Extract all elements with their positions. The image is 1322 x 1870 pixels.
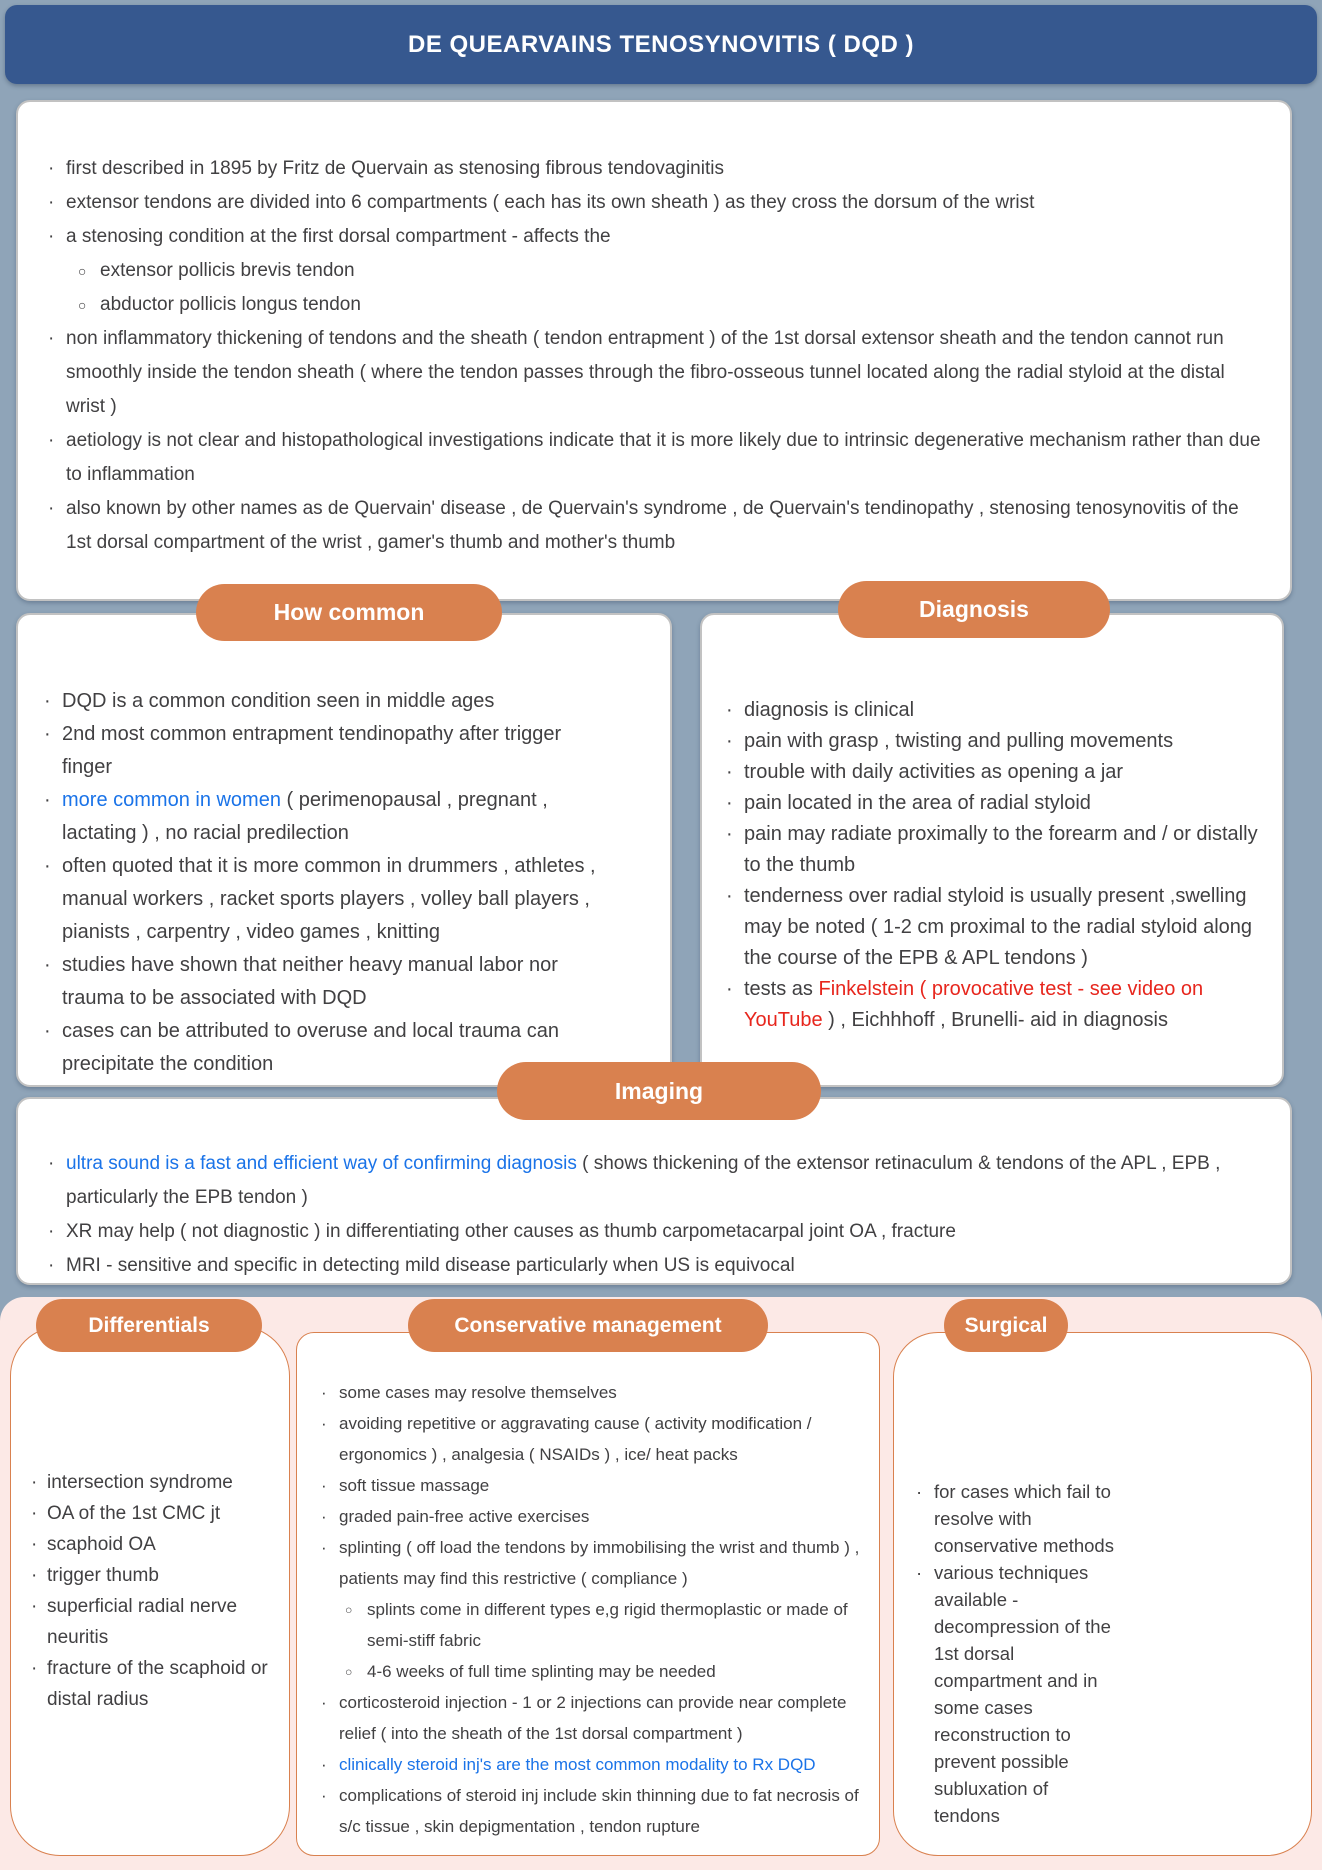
list-item (726, 881, 1264, 974)
list-item-text: superficial radial nerve neuritis (47, 1596, 238, 1648)
list-item (44, 850, 614, 949)
differentials-pill-label: Differentials (88, 1313, 210, 1337)
list-item (726, 726, 1264, 757)
list-item-text: 4-6 weeks of full time splinting may be needed (367, 1662, 716, 1681)
list-item-text: intersection syndrome (47, 1472, 233, 1493)
list-item (726, 974, 1264, 1036)
dot-bullet-icon: · (726, 792, 733, 814)
list-item-text: aetiology is not clear and histopathological investigations indicate that it is more likely due to intrinsic degenerative mechanism rather than due to inflammation (66, 430, 1261, 485)
dot-bullet-icon: · (48, 226, 55, 247)
dot-bullet-icon: · (31, 1472, 38, 1493)
list-item (48, 220, 1262, 254)
dot-bullet-icon: · (321, 1786, 327, 1805)
list-item (321, 1687, 865, 1749)
list-item-text: a stenosing condition at the first dorsal compartment - affects the (66, 226, 611, 247)
list-item (31, 1560, 281, 1591)
list-item (321, 1532, 865, 1594)
dot-bullet-icon: · (726, 761, 733, 783)
list-item (44, 685, 614, 718)
list-item (321, 1377, 865, 1408)
list-item (321, 1501, 865, 1532)
dot-bullet-icon: · (44, 954, 51, 976)
differentials-pill (36, 1299, 262, 1352)
list-item-text: studies have shown that neither heavy manual labor nor trauma to be associated with DQD (62, 954, 558, 1009)
page-title: DE QUEARVAINS TENOSYNOVITIS ( DQD ) (408, 30, 914, 58)
diagnosis-list (702, 615, 1282, 1036)
list-item-text: OA of the 1st CMC jt (47, 1503, 221, 1524)
conservative-management-pill (408, 1299, 768, 1352)
surgical-pill (944, 1299, 1068, 1352)
list-item (31, 1498, 281, 1529)
list-item (726, 695, 1264, 726)
list-item-text: graded pain-free active exercises (339, 1507, 590, 1526)
list-item (321, 1780, 865, 1842)
diagnosis-pill-label: Diagnosis (919, 596, 1029, 622)
dot-bullet-icon: · (321, 1755, 327, 1774)
list-item-text: for cases which fail to resolve with conservative methods (934, 1481, 1114, 1556)
how-common-pill (196, 584, 502, 641)
overview-card (16, 100, 1292, 601)
surgical-list (894, 1333, 1311, 1829)
list-item-text: pain may radiate proximally to the forearm and / or distally to the thumb (744, 823, 1258, 876)
list-item (48, 1215, 1266, 1249)
title-bar (5, 5, 1317, 84)
list-item (726, 819, 1264, 881)
list-item-text: more common in women ( perimenopausal , pregnant , lactating ) , no racial predilection (62, 789, 548, 844)
dot-bullet-icon: · (31, 1658, 38, 1679)
list-item-text: 2nd most common entrapment tendinopathy after trigger finger (62, 723, 562, 778)
list-item-text: splinting ( off load the tendons by immobilising the wrist and thumb ) , patients may find this restrictive ( compliance ) (339, 1538, 860, 1588)
conservative-management-list (297, 1333, 879, 1842)
surgical-card (893, 1332, 1312, 1856)
list-item-text: corticosteroid injection - 1 or 2 injections can provide near complete relief ( into the sheath of the 1st dorsal compartment ) (339, 1693, 847, 1743)
how-common-card (16, 613, 672, 1087)
list-item-text: fracture of the scaphoid or distal radius (47, 1658, 268, 1710)
list-item-text: extensor tendons are divided into 6 compartments ( each has its own sheath ) as they cross the dorsum of the wrist (66, 192, 1035, 213)
dot-bullet-icon: · (31, 1503, 38, 1524)
list-item (31, 1591, 281, 1653)
differentials-card (10, 1326, 290, 1856)
dot-bullet-icon: · (48, 1255, 55, 1276)
list-item (48, 322, 1262, 424)
circle-bullet-icon: ○ (78, 298, 87, 313)
list-item (321, 1408, 865, 1470)
list-item-text: also known by other names as de Quervain' disease , de Quervain's syndrome , de Quervain's tendinopathy , stenosing tenosynovitis of the 1st dorsal compartment of the wrist , gamer's thumb and mother's thumb (66, 498, 1239, 553)
dot-bullet-icon: · (726, 699, 733, 721)
list-item (31, 1529, 281, 1560)
list-item-text: diagnosis is clinical (744, 699, 915, 721)
dot-bullet-icon: · (321, 1476, 327, 1495)
imaging-pill-label: Imaging (614, 1077, 704, 1104)
dot-bullet-icon: · (31, 1534, 38, 1555)
conservative-management-pill-label: Conservative management (454, 1313, 722, 1337)
list-item (31, 1467, 281, 1498)
list-item (44, 718, 614, 784)
list-item (321, 1594, 865, 1656)
diagnosis-card (700, 613, 1284, 1087)
dot-bullet-icon: · (48, 192, 55, 213)
dot-bullet-icon: · (726, 885, 733, 907)
list-item (321, 1656, 865, 1687)
list-item (48, 288, 1262, 322)
conservative-management-card (296, 1332, 880, 1856)
dot-bullet-icon: · (726, 730, 733, 752)
list-item (726, 788, 1264, 819)
list-item (48, 1147, 1266, 1215)
list-item-text: trigger thumb (47, 1565, 159, 1586)
dot-bullet-icon: · (48, 158, 55, 179)
list-item (44, 784, 614, 850)
list-item (321, 1470, 865, 1501)
dot-bullet-icon: · (44, 723, 51, 745)
dot-bullet-icon: · (321, 1414, 327, 1433)
list-item-text: various techniques available - decompression of the 1st dorsal compartment and in some cases reconstruction to prevent possible subluxation of tendons (934, 1562, 1111, 1826)
list-item (916, 1559, 1299, 1829)
how-common-pill-label: How common (273, 599, 425, 625)
list-item-text: pain with grasp , twisting and pulling movements (744, 730, 1174, 752)
dot-bullet-icon: · (321, 1693, 327, 1712)
list-item-text: pain located in the area of radial styloid (744, 792, 1091, 814)
dot-bullet-icon: · (31, 1596, 38, 1617)
dot-bullet-icon: · (44, 1020, 51, 1042)
imaging-pill (497, 1062, 821, 1120)
list-item-text: ultra sound is a fast and efficient way of confirming diagnosis ( shows thickening of the extensor retinaculum & tendons of the APL , EPB , particularly the EPB tendon ) (66, 1153, 1221, 1208)
list-item (916, 1478, 1299, 1559)
list-item (48, 424, 1262, 492)
list-item-text: non inflammatory thickening of tendons and the sheath ( tendon entrapment ) of the 1st dorsal extensor sheath and the tendon cannot run smoothly inside the tendon sheath ( where the tendon passes through the fibro-osseous tunnel located along the radial styloid at the distal wrist ) (66, 328, 1225, 417)
dot-bullet-icon: · (48, 430, 55, 451)
list-item-text: abductor pollicis longus tendon (100, 294, 361, 315)
list-item-text: some cases may resolve themselves (339, 1383, 617, 1402)
list-item (48, 1249, 1266, 1283)
list-item-text: trouble with daily activities as opening a jar (744, 761, 1124, 783)
list-item-text: scaphoid OA (47, 1534, 156, 1555)
dot-bullet-icon: · (44, 789, 51, 811)
differentials-list (11, 1467, 289, 1715)
dot-bullet-icon: · (48, 1221, 55, 1242)
list-item (48, 152, 1262, 186)
dot-bullet-icon: · (321, 1383, 327, 1402)
list-item (31, 1653, 281, 1715)
list-item-text: splints come in different types e,g rigid thermoplastic or made of semi-stiff fabric (367, 1600, 848, 1650)
list-item (48, 254, 1262, 288)
list-item-text: DQD is a common condition seen in middle ages (62, 690, 495, 712)
list-item-text: MRI - sensitive and specific in detecting mild disease particularly when US is equivocal (66, 1255, 795, 1276)
list-item-text: clinically steroid inj's are the most common modality to Rx DQD (339, 1755, 816, 1774)
list-item (321, 1749, 865, 1780)
list-item-text: extensor pollicis brevis tendon (100, 260, 355, 281)
dot-bullet-icon: · (44, 690, 51, 712)
list-item (44, 949, 614, 1015)
list-item-text: soft tissue massage (339, 1476, 490, 1495)
diagnosis-pill (838, 581, 1110, 638)
dot-bullet-icon: · (726, 823, 733, 845)
dot-bullet-icon: · (916, 1562, 923, 1583)
list-item (48, 492, 1262, 560)
how-common-list (18, 615, 670, 1081)
dot-bullet-icon: · (726, 978, 733, 1000)
list-item (726, 757, 1264, 788)
overview-list (18, 102, 1290, 560)
list-item (48, 186, 1262, 220)
surgical-pill-label: Surgical (964, 1313, 1048, 1337)
circle-bullet-icon: ○ (78, 264, 87, 279)
dot-bullet-icon: · (916, 1481, 923, 1502)
imaging-card (16, 1097, 1292, 1285)
dot-bullet-icon: · (321, 1538, 327, 1557)
list-item-text: first described in 1895 by Fritz de Quervain as stenosing fibrous tendovaginitis (66, 158, 724, 179)
list-item-text: complications of steroid inj include skin thinning due to fat necrosis of s/c tissue , skin depigmentation , tendon rupture (339, 1786, 859, 1836)
list-item-text: avoiding repetitive or aggravating cause ( activity modification / ergonomics ) , analgesia ( NSAIDs ) , ice/ heat packs (339, 1414, 812, 1464)
circle-bullet-icon: ○ (345, 1665, 353, 1679)
list-item-text: XR may help ( not diagnostic ) in differentiating other causes as thumb carpometacarpal joint OA , fracture (66, 1221, 956, 1242)
dot-bullet-icon: · (44, 855, 51, 877)
imaging-list (18, 1099, 1290, 1283)
circle-bullet-icon: ○ (345, 1603, 353, 1617)
list-item-text: cases can be attributed to overuse and local trauma can precipitate the condition (62, 1020, 559, 1075)
dot-bullet-icon: · (31, 1565, 38, 1586)
list-item-text: tests as Finkelstein ( provocative test - see video on YouTube ) , Eichhhoff , Brunelli- aid in diagnosis (744, 978, 1204, 1031)
dot-bullet-icon: · (321, 1507, 327, 1526)
dot-bullet-icon: · (48, 1153, 55, 1174)
list-item-text: tenderness over radial styloid is usually present ,swelling may be noted ( 1-2 cm proximal to the radial styloid along the course of the EPB & APL tendons ) (744, 885, 1253, 969)
dot-bullet-icon: · (48, 328, 55, 349)
dot-bullet-icon: · (48, 498, 55, 519)
list-item-text: often quoted that it is more common in drummers , athletes , manual workers , racket sports players , volley ball players , pianists , carpentry , video games , knitting (62, 855, 596, 943)
